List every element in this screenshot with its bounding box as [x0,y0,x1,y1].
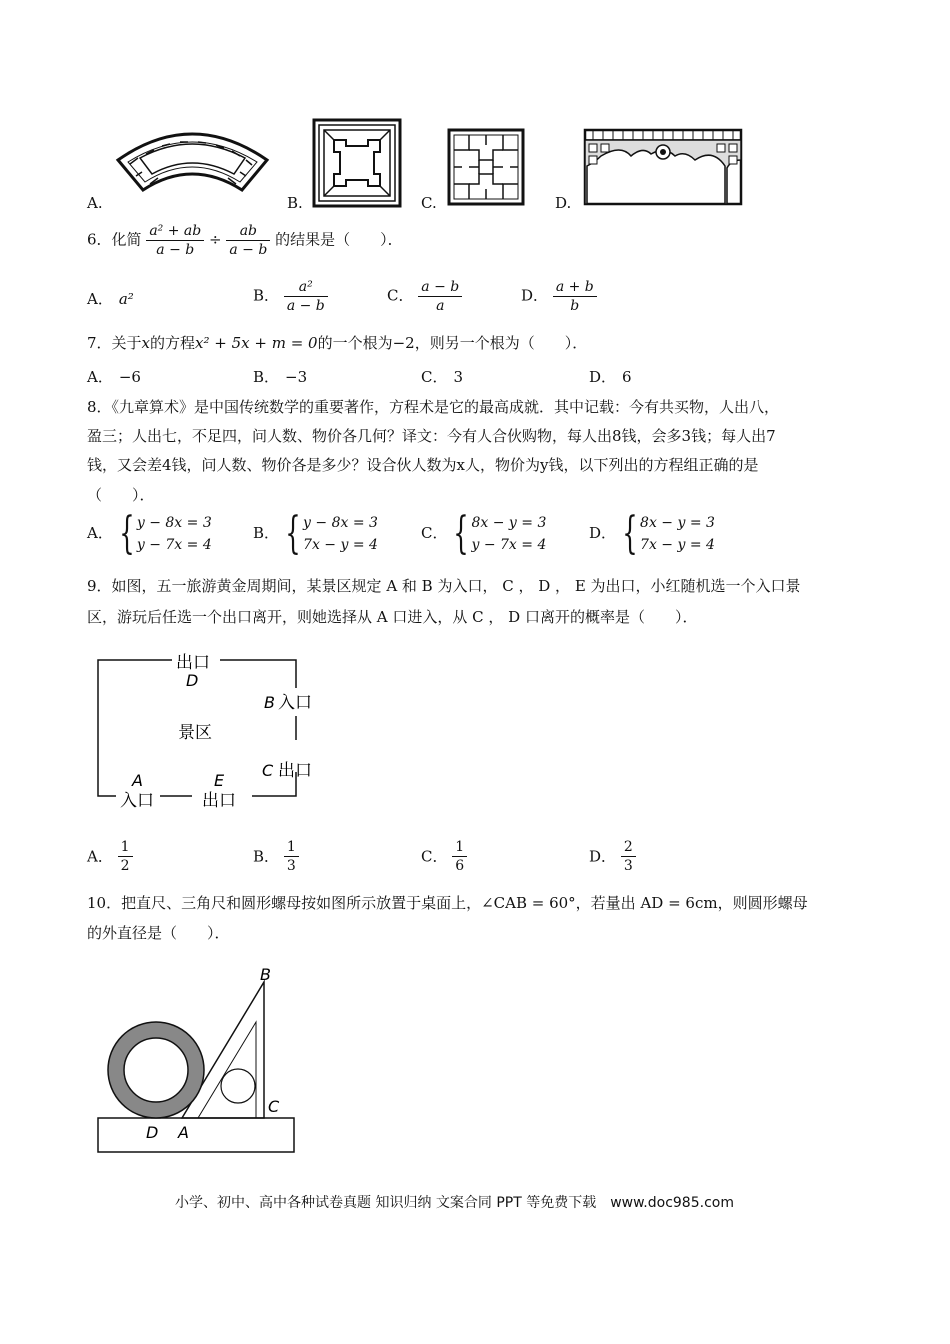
q7-option-c[interactable]: C． 3 [421,368,464,386]
q10-line-1: 10．把直尺、三角尺和圆形螺母按如图所示放置于桌面上，∠CAB = 60°，若量出 AD = 6cm，则圆形螺母 [87,894,808,912]
q6-stem [87,222,403,259]
q10-label-c: C [268,1097,280,1116]
q6-suffix: 的结果是（ ）． [275,230,403,249]
q9-option-a[interactable]: A． $\frac{1}{2}$ [87,838,133,875]
q6-prefix: 6．化简 [87,230,142,249]
q5-option-c[interactable]: C. [421,194,437,212]
q9-entry-b-label: 入口 [278,693,312,713]
q9-exit-c-label: 出口 [278,761,312,781]
q5-option-a[interactable]: A. [87,194,103,212]
nut-inner [124,1038,188,1102]
q6-divide: ÷ [209,230,222,249]
q6-option-a[interactable]: A． a² [87,290,134,308]
q9-label-d: D [186,671,199,690]
q9-label-e: E [214,771,225,790]
q8-line-1: 8．《九章算术》是中国传统数学的重要著作，方程术是它的最高成就．其中记载：今有共买物，人出八， [87,398,780,416]
q9-exit-e-label: 出口 [202,791,236,811]
ruler [98,1118,294,1152]
q9-label-c: C [262,761,274,780]
q5-option-d[interactable]: D. [555,194,572,212]
q9-line-2: 区，游玩后任选一个出口离开，则她选择从 A 口进入，从 C ， D 口离开的概率是（ ）． [87,608,698,626]
small-circle [221,1069,255,1103]
q9-scenic-label: 景区 [178,723,212,743]
q9-option-b[interactable]: B． $\frac{1}{3}$ [253,838,299,875]
q9-label-b: B [264,693,275,712]
q10-line-2: 的外直径是（ ）． [87,924,230,942]
q10-label-d: D [146,1123,159,1142]
q5-figure-a [110,118,275,207]
q9-exit-d-label: 出口 [176,653,210,673]
q8-line-4: （ ）． [87,486,155,504]
page-footer: 小学、初中、高中各种试卷真题 知识归纳 文案合同 PPT 等免费下载 www.doc985.com [175,1195,734,1211]
q10-label-a: A [178,1123,189,1142]
q9-option-d[interactable]: D． $\frac{2}{3}$ [589,838,636,875]
q8-option-b[interactable]: B． { y − 8x = 3 7x − y = 4 [253,508,378,559]
q6-option-c[interactable]: C． $\frac{a - b}{a}$ [387,278,462,315]
q7-stem: 7．关于x的方程x² + 5x + m = 0的一个根为−2，则另一个根为（ ）． [87,334,588,352]
q8-line-3: 钱，又会差4钱，问人数、物价各是多少？设合伙人数为x人，物价为y钱，以下列出的方程组正确的是 [87,456,759,474]
q7-option-b[interactable]: B． −3 [253,368,308,386]
q8-line-2: 盈三；人出七，不足四，问人数、物价各几何？译文：今有人合伙购物，每人出8钱，会多3钱；每人出7 [87,427,776,445]
triangle-inner [198,1022,256,1118]
q5-option-b[interactable]: B. [287,194,303,212]
q9-label-a: A [132,771,143,790]
q8-option-c[interactable]: C． { 8x − y = 3 y − 7x = 4 [421,508,547,559]
q6-option-b[interactable]: B． $\frac{\text{a²}}{a - b}$ [253,278,328,315]
q9-line-1: 9．如图，五一旅游黄金周期间，某景区规定 A 和 B 为入口， C ， D ， E 为出口，小红随机选一个入口景 [87,577,801,595]
q8-option-d[interactable]: D． { 8x − y = 3 7x − y = 4 [589,508,715,559]
q8-option-a[interactable]: A． { y − 8x = 3 y − 7x = 4 [87,508,212,559]
q9-entry-a-label: 入口 [120,791,154,811]
q10-label-b: B [260,965,271,984]
q6-fraction-1: $\frac{\text{a² + ab}}{a - b}$ [146,222,204,259]
q9-option-c[interactable]: C． $\frac{1}{6}$ [421,838,467,875]
q5-figure-d [583,128,743,210]
q5-figure-b [312,118,402,212]
q9-figure [90,648,330,820]
q10-figure [96,960,306,1164]
q5-figure-c [447,128,525,210]
q6-fraction-2: $\frac{ab}{a - b}$ [226,222,270,259]
q7-option-a[interactable]: A． −6 [87,368,141,386]
q7-option-d[interactable]: D． 6 [589,368,632,386]
q6-option-d[interactable]: D． $\frac{a + b}{b}$ [521,278,597,315]
